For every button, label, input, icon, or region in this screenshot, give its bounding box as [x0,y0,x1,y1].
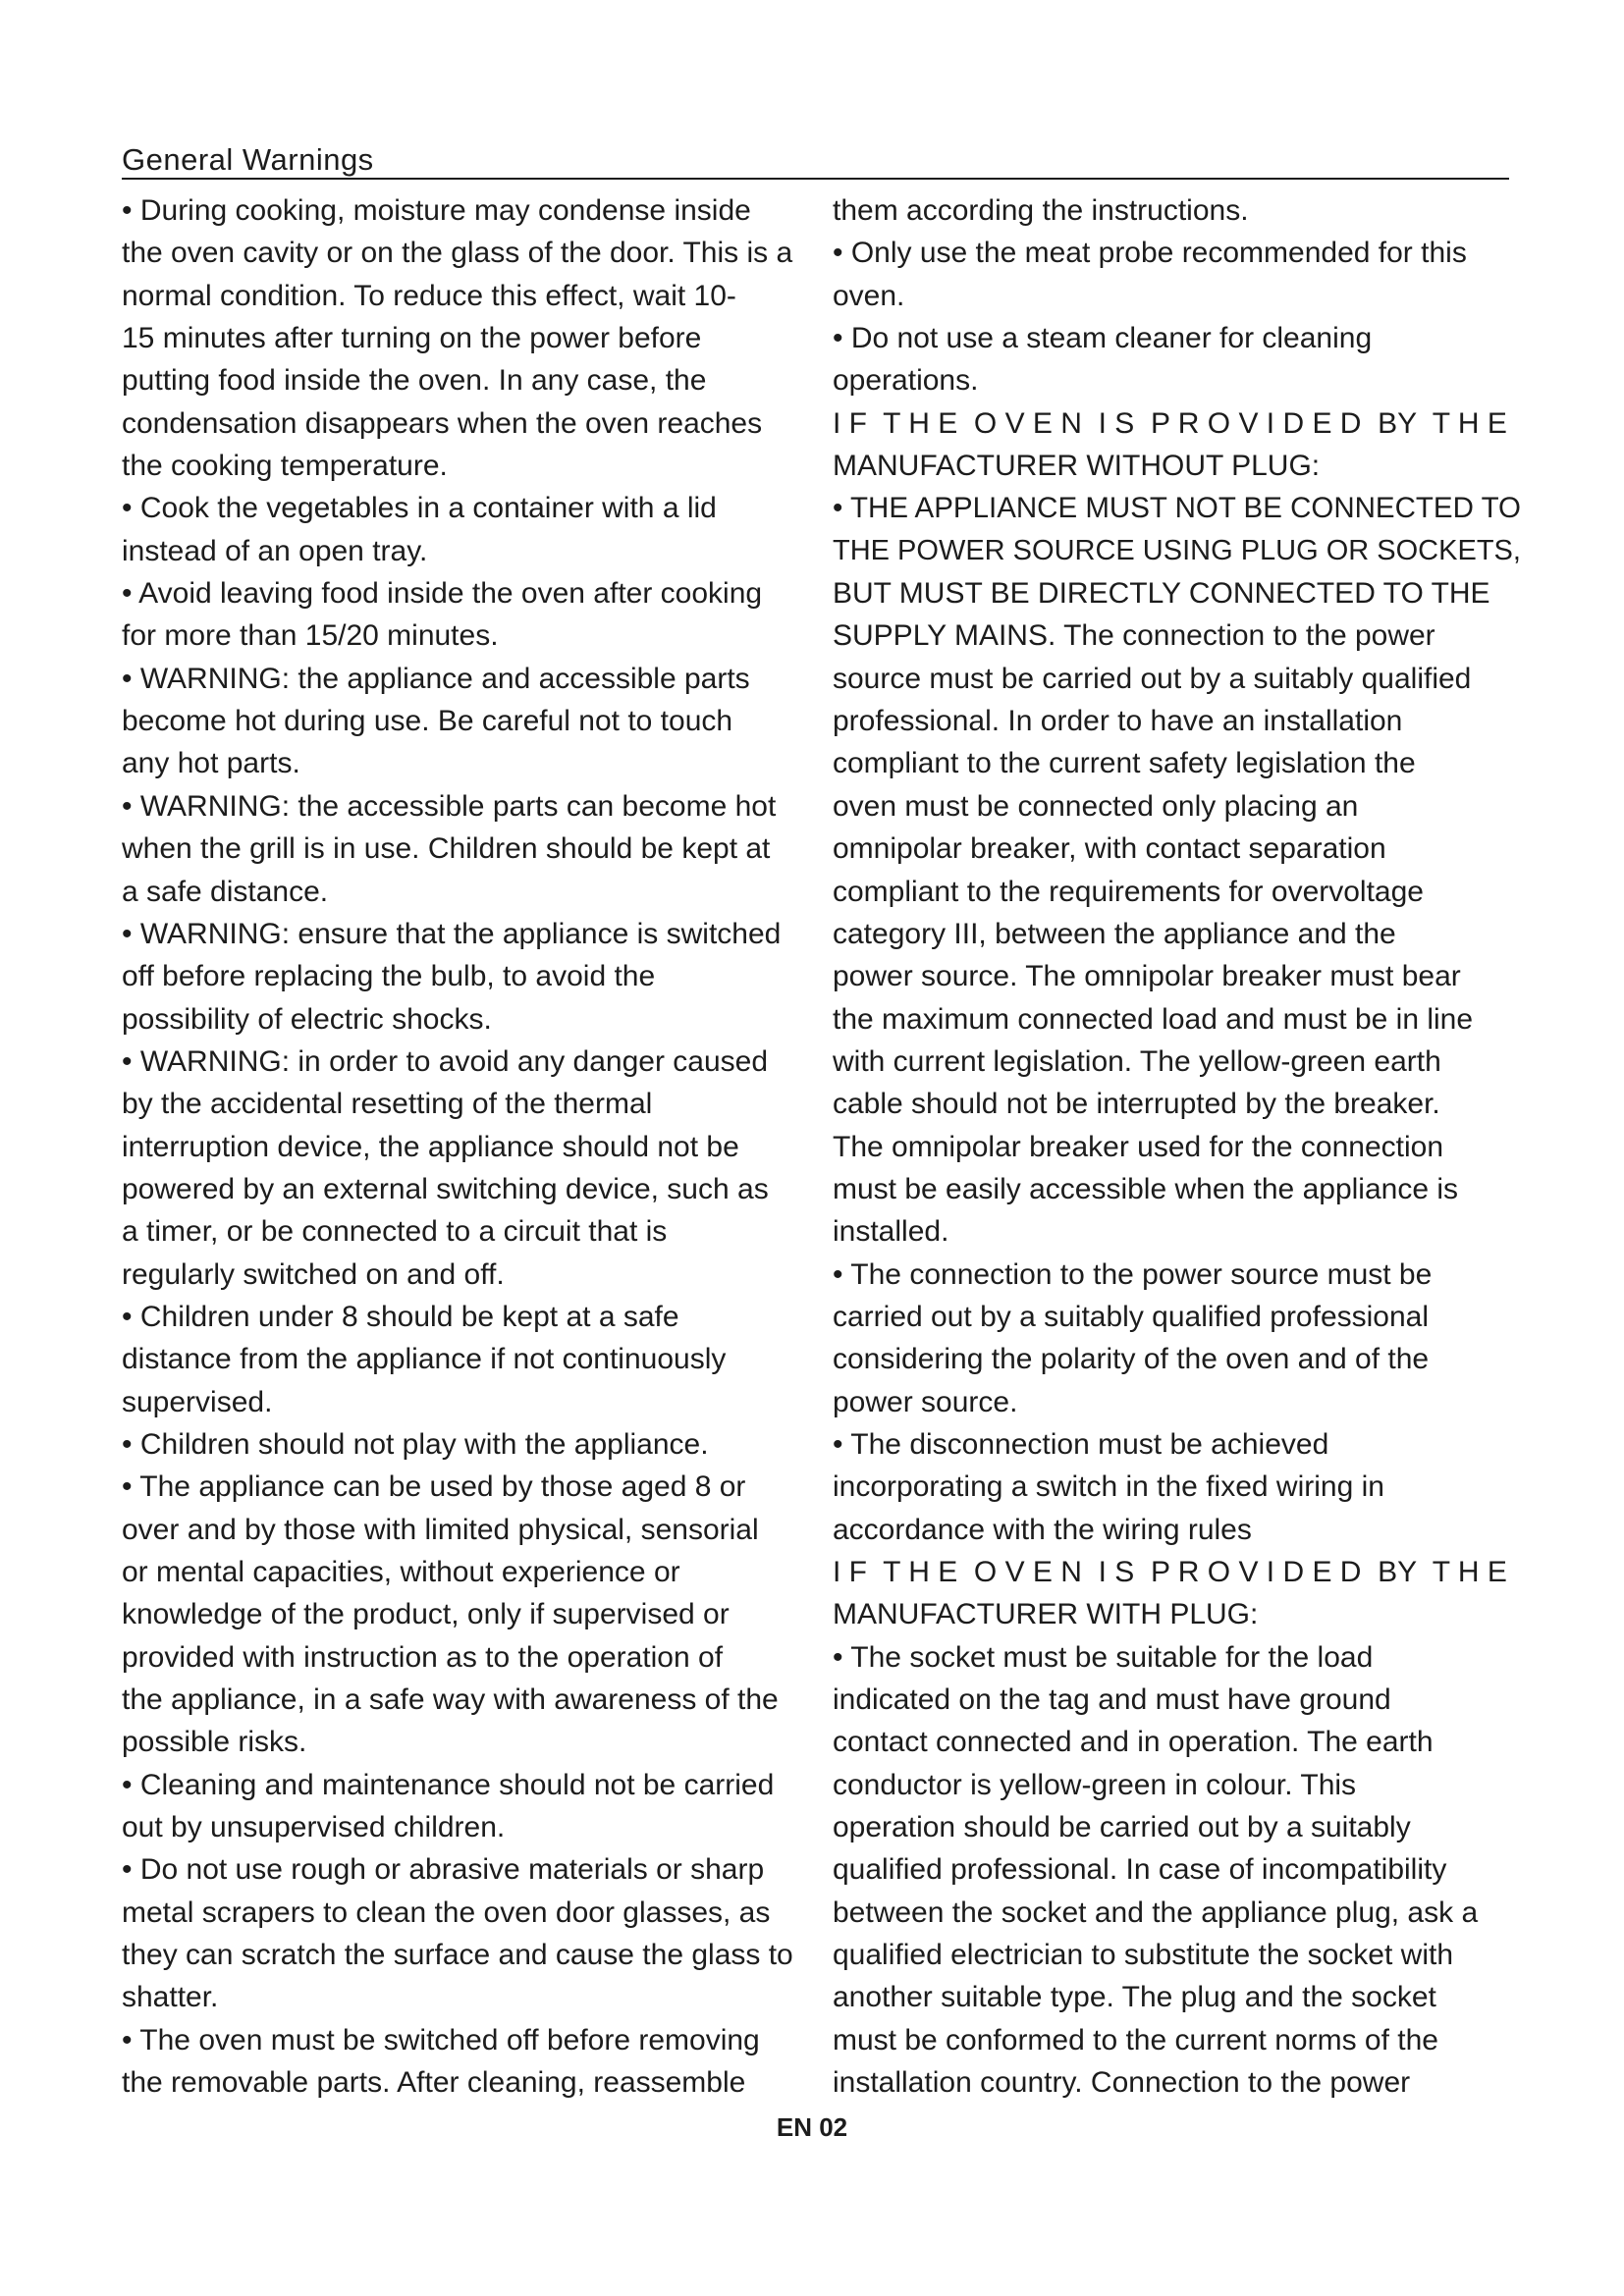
text-line: installed. [833,1215,949,1249]
text-line: qualified professional. In case of incompatibility [833,1853,1447,1887]
text-line: instead of an open tray. [122,534,428,567]
text-line: MANUFACTURER WITHOUT PLUG: [833,450,1321,483]
text-line: • The connection to the power source must be [833,1257,1433,1291]
text-line: distance from the appliance if not continuously [122,1343,727,1376]
text-line: operations. [833,364,979,398]
text-line: metal scrapers to clean the oven door glasses, as [122,1896,771,1929]
text-line: interruption device, the appliance should not be [122,1130,739,1163]
text-line: shatter. [122,1981,219,2014]
text-line: • WARNING: the appliance and accessible parts [122,662,750,695]
text-line: regularly switched on and off. [122,1257,505,1291]
text-line: contact connected and in operation. The earth [833,1726,1434,1759]
text-line: any hot parts. [122,747,300,780]
text-line: the cooking temperature. [122,450,448,483]
text-line: THE POWER SOURCE USING PLUG OR SOCKETS, [833,534,1521,566]
text-line: between the socket and the appliance plug, ask a [833,1896,1479,1929]
text-line: they can scratch the surface and cause the glass to [122,1939,793,1972]
text-line: possible risks. [122,1726,307,1759]
text-line: source must be carried out by a suitably qualified [833,662,1472,695]
text-line: • Cleaning and maintenance should not be carried [122,1768,775,1801]
text-line: accordance with the wiring rules [833,1513,1252,1546]
section-title: General Warnings [122,142,374,177]
text-line: operation should be carried out by a suitably [833,1811,1411,1844]
text-line: another suitable type. The plug and the socket [833,1981,1436,2014]
text-line: The omnipolar breaker used for the connection [833,1130,1444,1163]
text-line: become hot during use. Be careful not to touch [122,705,733,738]
text-line: oven must be connected only placing an [833,789,1359,823]
text-line: • THE APPLIANCE MUST NOT BE CONNECTED TO [833,492,1521,525]
text-line: compliant to the current safety legislation the [833,747,1416,780]
text-line: putting food inside the oven. In any case, the [122,364,707,398]
text-line: cable should not be interrupted by the breaker. [833,1088,1440,1121]
text-line: powered by an external switching device, such as [122,1172,769,1205]
text-line: SUPPLY MAINS. The connection to the power [833,619,1435,653]
right-column [833,189,1532,2104]
text-line: • WARNING: in order to avoid any danger caused [122,1044,769,1078]
text-line: indicated on the tag and must have ground [833,1683,1391,1717]
text-line: qualified electrician to substitute the socket with [833,1939,1454,1972]
section-header [122,134,1509,180]
text-line: normal condition. To reduce this effect, wait 10- [122,279,736,312]
text-line: I F T H E O V E N I S P R O V I D E D BY T H E [833,406,1507,440]
text-line: out by unsupervised children. [122,1811,506,1844]
text-line: MANUFACTURER WITH PLUG: [833,1598,1259,1631]
text-line: when the grill is in use. Children should be kept at [122,832,771,866]
text-line: • The disconnection must be achieved [833,1427,1329,1461]
text-line: for more than 15/20 minutes. [122,619,499,653]
text-line: the oven cavity or on the glass of the door. This is a [122,237,793,270]
text-line: omnipolar breaker, with contact separation [833,832,1386,866]
text-line: incorporating a switch in the fixed wiring in [833,1470,1384,1504]
text-line: by the accidental resetting of the thermal [122,1088,653,1121]
text-line: • During cooking, moisture may condense inside [122,194,751,227]
text-line: considering the polarity of the oven and of the [833,1343,1430,1376]
text-line: oven. [833,279,905,312]
text-line: power source. [833,1385,1018,1418]
text-line: BUT MUST BE DIRECTLY CONNECTED TO THE [833,577,1490,611]
text-line: carried out by a suitably qualified professional [833,1300,1430,1333]
left-column [122,189,821,2104]
text-line: the removable parts. After cleaning, reassemble [122,2066,746,2100]
text-line: professional. In order to have an installation [833,705,1403,738]
text-line: off before replacing the bulb, to avoid the [122,960,656,993]
text-line: provided with instruction as to the operation of [122,1640,724,1674]
text-line: I F T H E O V E N I S P R O V I D E D BY T H E [833,1556,1507,1588]
text-line: condensation disappears when the oven reaches [122,406,763,440]
text-line: a timer, or be connected to a circuit that is [122,1215,668,1249]
text-line: must be easily accessible when the appliance is [833,1172,1459,1205]
text-line: possibility of electric shocks. [122,1002,492,1036]
text-line: the maximum connected load and must be in line [833,1002,1474,1036]
text-line: • Only use the meat probe recommended for this [833,237,1467,270]
text-line: supervised. [122,1385,273,1418]
text-line: them according the instructions. [833,194,1249,227]
text-line: or mental capacities, without experience or [122,1556,680,1588]
text-line: with current legislation. The yellow-green earth [833,1044,1441,1078]
text-line: • The socket must be suitable for the load [833,1640,1374,1674]
text-line: knowledge of the product, only if supervised or [122,1598,730,1631]
text-line: • Cook the vegetables in a container with a lid [122,492,717,525]
text-line: • The appliance can be used by those aged 8 or [122,1470,746,1504]
text-line: installation country. Connection to the power [833,2066,1411,2100]
text-line: over and by those with limited physical, sensorial [122,1513,759,1546]
text-line: • Children under 8 should be kept at a safe [122,1300,679,1333]
text-line: compliant to the requirements for overvoltage [833,875,1424,908]
text-line: • WARNING: ensure that the appliance is switched [122,917,782,950]
text-line: conductor is yellow-green in colour. This [833,1768,1357,1801]
text-line: a safe distance. [122,875,329,908]
text-line: • Children should not play with the appliance. [122,1427,709,1461]
text-line: must be conformed to the current norms of the [833,2023,1438,2056]
text-line: power source. The omnipolar breaker must bear [833,960,1461,993]
text-line: 15 minutes after turning on the power before [122,322,702,355]
text-line: category III, between the appliance and the [833,917,1396,950]
text-line: the appliance, in a safe way with awareness of the [122,1683,779,1717]
text-line: • Do not use rough or abrasive materials or sharp [122,1853,765,1887]
text-line: • The oven must be switched off before removing [122,2023,760,2056]
text-line: • Avoid leaving food inside the oven after cooking [122,577,763,611]
text-line: • Do not use a steam cleaner for cleaning [833,322,1373,355]
text-line: • WARNING: the accessible parts can become hot [122,789,777,823]
page-number: EN 02 [776,2112,848,2142]
